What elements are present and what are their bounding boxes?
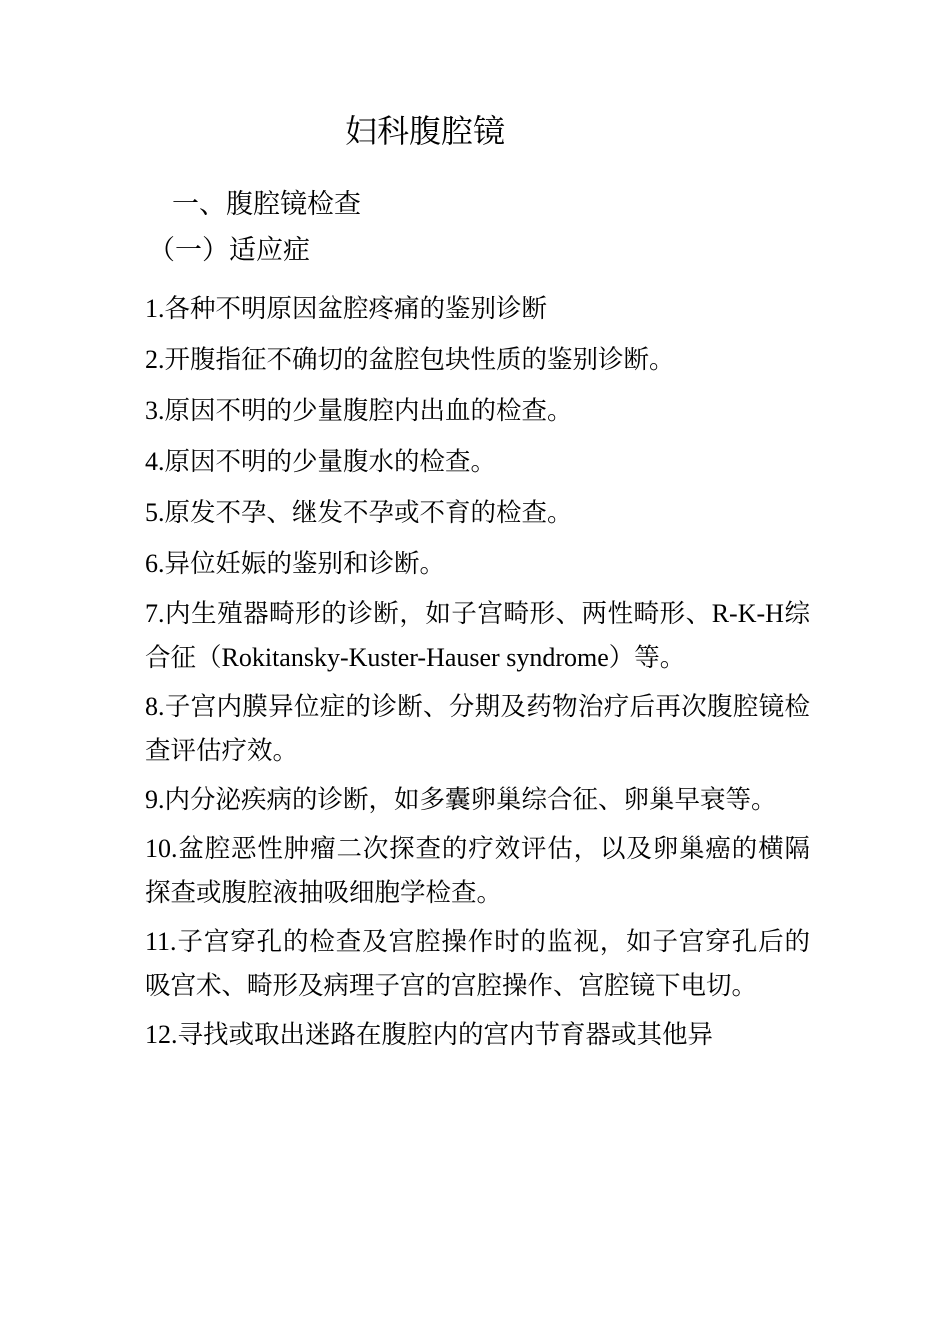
- document-title-text: 妇科腹腔镜: [344, 112, 505, 150]
- section-heading: 一、腹腔镜检查: [172, 189, 361, 220]
- item-text: 内生殖器畸形的诊断，如子宫畸形、两性畸形、: [164, 599, 712, 629]
- item-latin-term: R-K-H: [711, 599, 784, 628]
- item-text: 异位妊娠的鉴别和诊断。: [164, 549, 446, 579]
- item-text: 子宫内膜异位症的诊断、分期及药物治疗后再次腹腔镜检查评估疗效。: [145, 692, 810, 766]
- item-number: 4.: [145, 447, 165, 476]
- item-number: 6.: [145, 549, 165, 578]
- list-item: [145, 337, 810, 383]
- item-text: 盆腔恶性肿瘤二次探查的疗效评估，以及卵巢癌的横隔探查或腹腔液抽吸细胞学检查。: [145, 834, 810, 908]
- list-item: [145, 778, 810, 822]
- item-text: 原因不明的少量腹腔内出血的检查。: [164, 396, 573, 426]
- item-text: 内分泌疾病的诊断，如多囊卵巢综合征、卵巢早衰等。: [164, 785, 777, 815]
- item-number: 7.: [145, 599, 165, 628]
- item-number: 3.: [145, 396, 165, 425]
- list-item: [145, 920, 810, 1008]
- item-number: 12.: [145, 1020, 178, 1049]
- item-text: 开腹指征不确切的盆腔包块性质的鉴别诊断。: [164, 345, 675, 375]
- list-item: [145, 541, 810, 587]
- item-number: 2.: [145, 345, 165, 374]
- item-text: 子宫穿孔的检查及宫腔操作时的监视，如子宫穿孔后的吸宫术、畸形及病理子宫的宫腔操作、宫腔镜下电切。: [145, 927, 810, 1001]
- item-text: ）等。: [608, 643, 686, 673]
- indications-list: [145, 286, 810, 1062]
- list-item: [145, 439, 810, 485]
- item-text: 原因不明的少量腹水的检查。: [164, 447, 497, 477]
- document-title: [0, 108, 950, 154]
- item-text: 各种不明原因盆腔疼痛的鉴别诊断: [164, 294, 548, 324]
- item-number: 9.: [145, 785, 165, 814]
- item-number: 5.: [145, 498, 165, 527]
- item-text: 寻找或取出迷路在腹腔内的宫内节育器或其他异: [177, 1020, 714, 1050]
- list-item: [145, 685, 810, 773]
- list-item: [145, 1013, 810, 1057]
- item-number: 8.: [145, 692, 165, 721]
- item-number: 1.: [145, 294, 165, 323]
- list-item: [145, 827, 810, 915]
- subsection-heading: （一）适应症: [148, 235, 310, 266]
- list-item: [145, 286, 810, 332]
- list-item: [145, 490, 810, 536]
- item-text: 综合征（: [145, 599, 810, 673]
- item-latin-term: Rokitansky-Kuster-Hauser syndrome: [221, 643, 609, 672]
- list-item: [145, 592, 810, 680]
- item-number: 11.: [145, 927, 177, 956]
- item-text: 原发不孕、继发不孕或不育的检查。: [164, 498, 573, 528]
- item-number: 10.: [145, 834, 178, 863]
- list-item: [145, 388, 810, 434]
